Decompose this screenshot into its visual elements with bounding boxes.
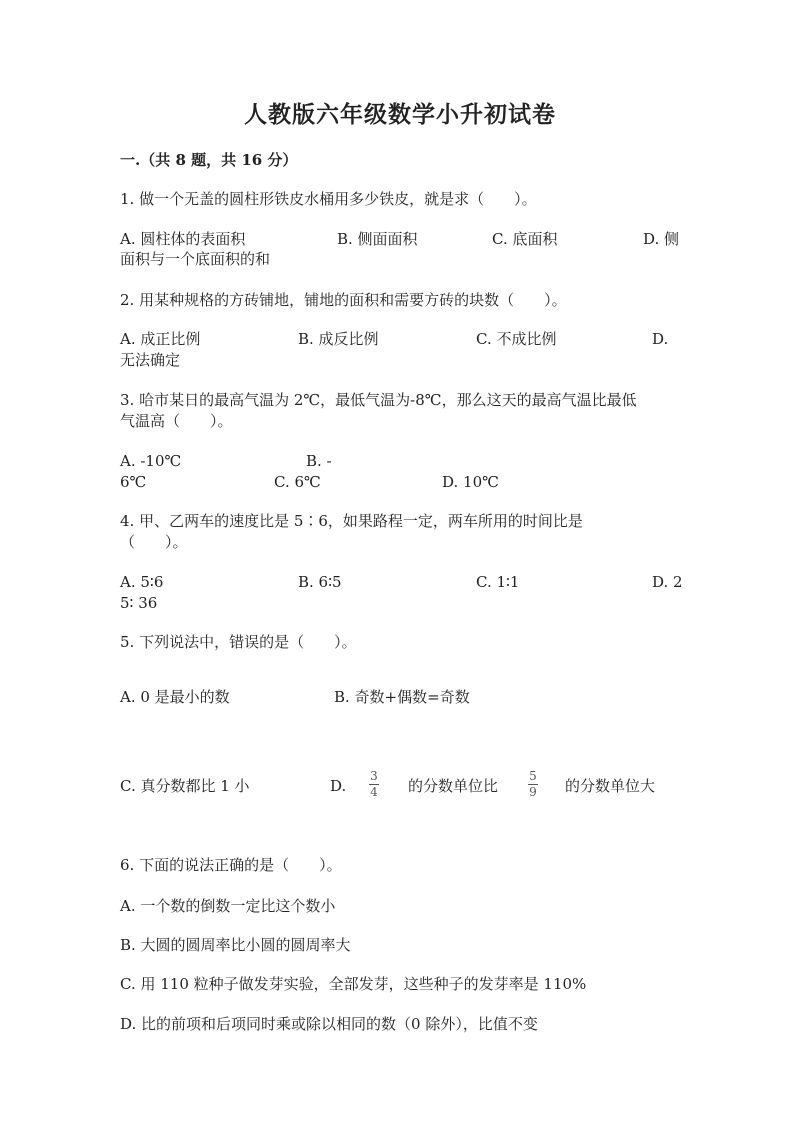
q6-option-b: B. 大圆的圆周率比小圆的圆周率大 — [120, 936, 351, 954]
question-4-stem-line-2: （ ）。 — [120, 533, 188, 551]
q6-option-c: C. 用 110 粒种子做发芽实验，全部发芽，这些种子的发芽率是 110% — [120, 975, 587, 993]
question-6-stem: 6. 下面的说法正确的是（ ）。 — [120, 856, 342, 874]
q6-option-a: A. 一个数的倒数一定比这个数小 — [120, 897, 336, 915]
question-3-stem-line-2: 气温高（ ）。 — [120, 412, 233, 430]
fraction-five-ninths — [528, 770, 538, 799]
question-3-stem-line-1: 3. 哈市某日的最高气温为 2℃，最低气温为-8℃，那么这天的最高气温比最低 — [120, 391, 637, 409]
q3-option-c: C. 6℃ — [274, 473, 321, 491]
fraction-numerator: 5 — [529, 769, 537, 783]
q3-option-b: B. - — [306, 452, 332, 470]
q5-option-d-end: 的分数单位大 — [565, 777, 656, 795]
q3-option-a: A. -10℃ — [120, 452, 182, 470]
question-5-stem: 5. 下列说法中，错误的是（ ）。 — [120, 633, 357, 651]
q2-option-a: A. 成正比例 — [120, 330, 201, 348]
q1-option-b: B. 侧面面积 — [337, 230, 418, 248]
q1-option-c: C. 底面积 — [492, 230, 558, 248]
q3-option-b-continued: 6℃ — [120, 473, 147, 491]
page-title: 人教版六年级数学小升初试卷 — [244, 101, 556, 128]
q5-option-d-middle: 的分数单位比 — [408, 777, 499, 795]
q5-option-b: B. 奇数+偶数=奇数 — [334, 688, 470, 706]
question-1-stem: 1. 做一个无盖的圆柱形铁皮水桶用多少铁皮，就是求（ ）。 — [120, 190, 537, 208]
q1-option-a: A. 圆柱体的表面积 — [120, 230, 246, 248]
q2-option-b: B. 成反比例 — [298, 330, 379, 348]
section-header: 一.（共 8 题，共 16 分） — [120, 151, 298, 169]
q4-option-c: C. 1∶1 — [476, 573, 520, 591]
q3-option-d: D. 10℃ — [442, 473, 499, 491]
fraction-denominator: 9 — [529, 785, 537, 799]
q5-option-a: A. 0 是最小的数 — [120, 688, 230, 706]
q4-option-d-continued: 5∶ 36 — [120, 594, 158, 612]
q4-option-b: B. 6∶5 — [298, 573, 342, 591]
fraction-numerator: 3 — [370, 769, 378, 783]
question-4-stem-line-1: 4. 甲、乙两车的速度比是 5∶6，如果路程一定，两车所用的时间比是 — [120, 512, 583, 530]
q4-option-d: D. 2 — [652, 573, 683, 591]
q2-option-d: D. — [652, 330, 669, 348]
q2-option-c: C. 不成比例 — [476, 330, 557, 348]
q1-option-d-continued: 面积与一个底面积的和 — [120, 250, 271, 268]
q5-option-d-label: D. — [330, 777, 347, 795]
question-2-stem: 2. 用某种规格的方砖铺地，铺地的面积和需要方砖的块数（ ）。 — [120, 291, 567, 309]
q5-option-c: C. 真分数都比 1 小 — [120, 777, 250, 795]
fraction-denominator: 4 — [370, 785, 378, 799]
q2-option-d-continued: 无法确定 — [120, 351, 181, 369]
q6-option-d: D. 比的前项和后项同时乘或除以相同的数（0 除外），比值不变 — [120, 1015, 538, 1033]
fraction-three-fourths — [369, 770, 379, 799]
q4-option-a: A. 5∶6 — [120, 573, 164, 591]
q1-option-d: D. 侧 — [643, 230, 680, 248]
